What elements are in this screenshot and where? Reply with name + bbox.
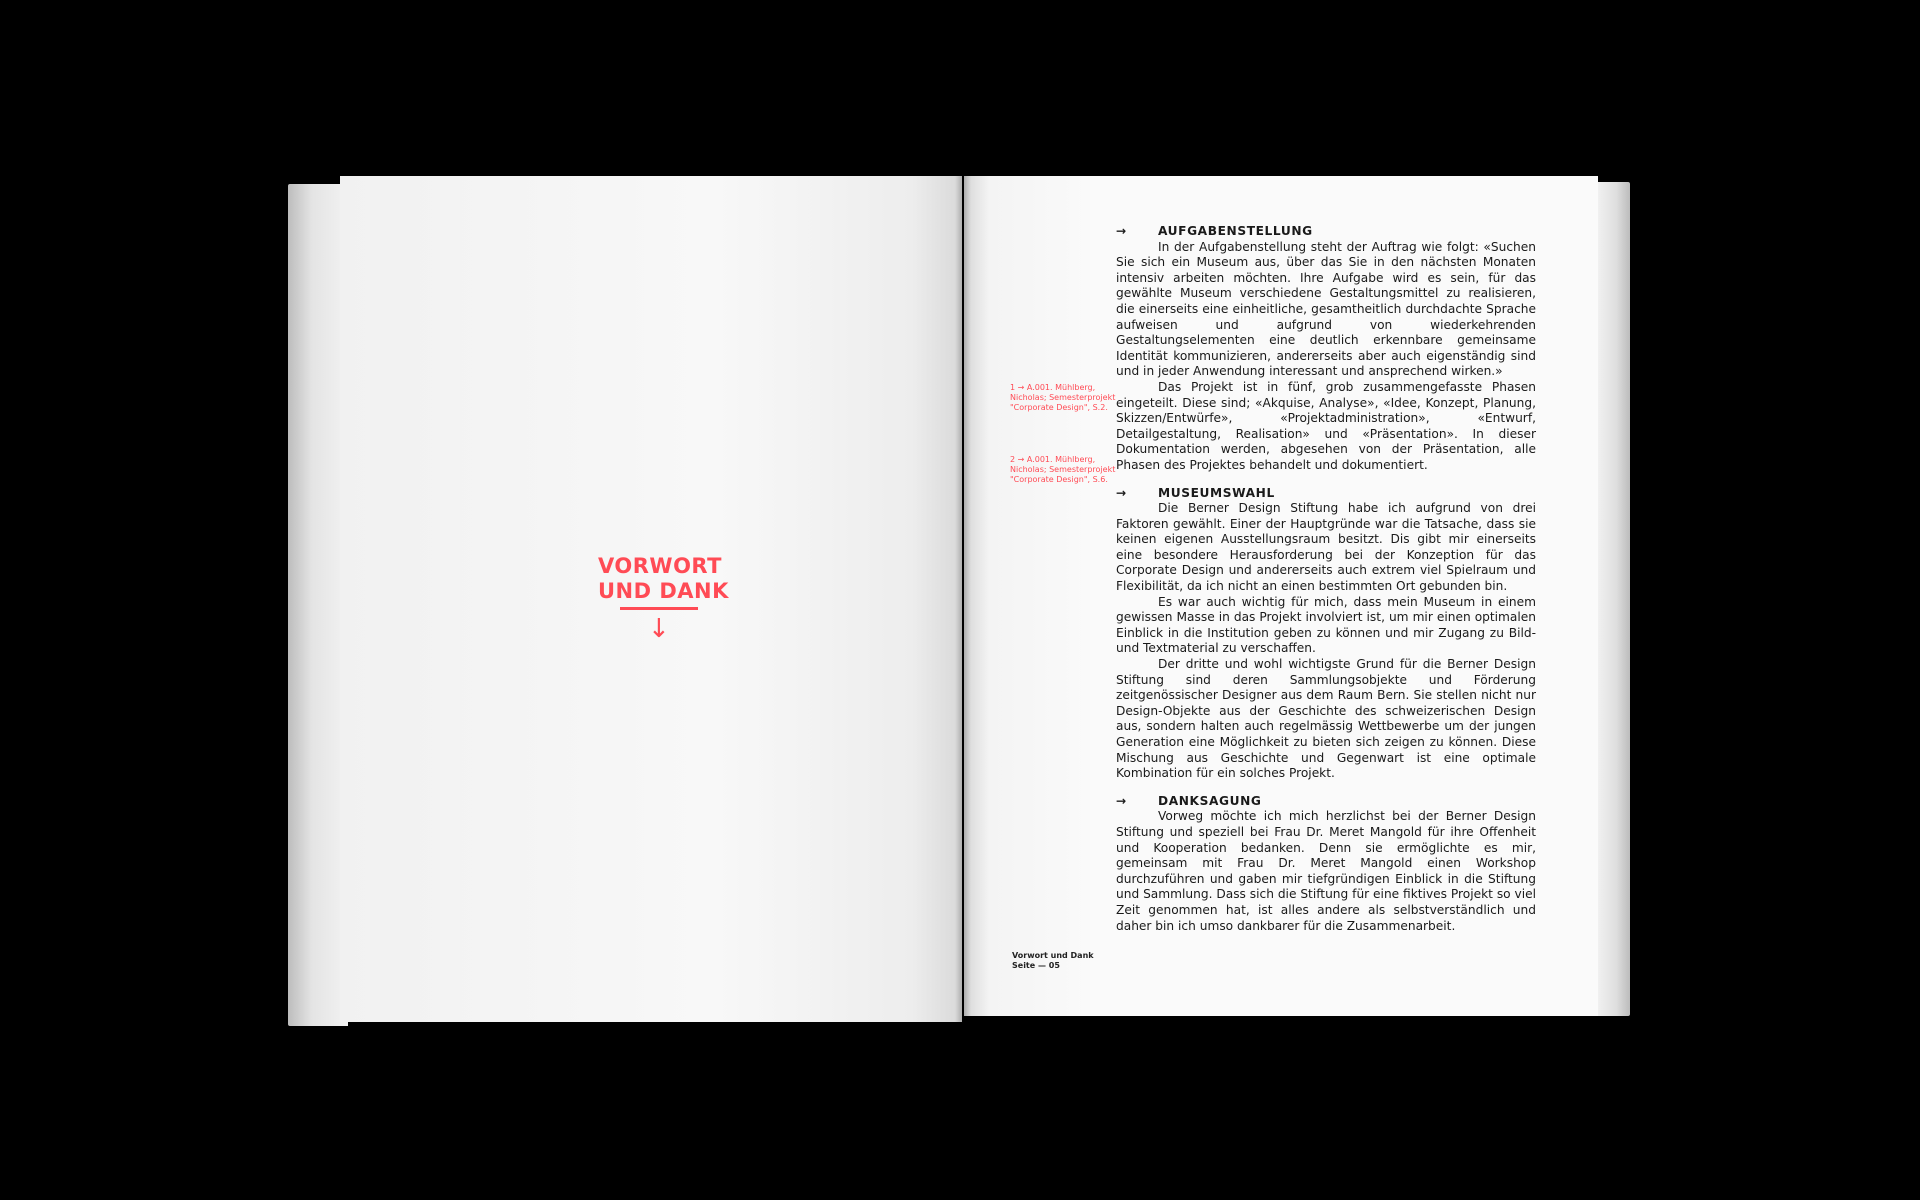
arrow-down-icon: ↓	[648, 614, 670, 644]
page-footer	[1012, 951, 1094, 971]
chapter-title-line2: UND DANK	[598, 579, 729, 603]
left-page-edges	[288, 184, 348, 1026]
paragraph: Die Berner Design Stiftung habe ich aufgrund von drei Faktoren gewählt. Einer der Hauptgründe war die Tatsache, dass sie keinen eigenen Ausstellungsraum besitzt. Dis gibt mir einerseits eine besondere Herausforderung bei der Konzeption für das Corporate Design und andererseits auch extrem viel Spielraum und Flexibilität, da ich nicht an einen bestimmten Ort gebunden bin.	[1116, 501, 1536, 594]
section-heading-museumswahl	[1116, 486, 1536, 502]
body-text	[1116, 224, 1536, 934]
paragraph: In der Aufgabenstellung steht der Auftrag wie folgt: «Suchen Sie sich ein Museum aus, über das Sie in den nächsten Monaten intensiv arbeiten möchten. Ihre Aufgabe wird es sein, für das gewählte Museum verschiedene Gestaltungsmittel zu realisieren, die einerseits eine einheitliche, gesamtheitlich durchdachte Sprache aufweisen und aufgrund von wiederkehrenden Gestaltungselementen eine deutlich erkennbare gemeinsame Identität kommunizieren, andererseits aber auch eigenständig sind und in jeder Anwendung interessant und ansprechend wirken.»	[1116, 239, 1536, 379]
footer-section: Vorwort und Dank	[1012, 951, 1094, 960]
arrow-right-icon: →	[1116, 485, 1127, 500]
footnote-2: 2 → A.001. Mühlberg, Nicholas; Semesterprojekt "Corporate Design", S.6.	[1010, 455, 1116, 484]
chapter-underline	[620, 607, 698, 610]
paragraph: Vorweg möchte ich mich herzlichst bei der Berner Design Stiftung und speziell bei Frau Dr. Meret Mangold für ihre Offenheit und Kooperation bedanken. Denn sie ermöglichte es mir, gemeinsam mit Frau Dr. Meret Mangold einen Workshop durchzuführen und gaben mir tiefgründigen Einblick in die Stiftung und Sammlung. Dass sich die Stiftung für eine fiktives Projekt so viel Zeit genommen hat, ist alles andere als selbstverständlich und daher bin ich umso dankbarer für die Zusammenarbeit.	[1116, 809, 1536, 933]
arrow-right-icon: →	[1116, 793, 1127, 808]
section-heading-label: DANKSAGUNG	[1158, 793, 1262, 808]
paragraph: Es war auch wichtig für mich, dass mein Museum in einem gewissen Masse in das Projekt involviert ist, um mir einen optimalen Einblick in die Institution geben zu können und mir Zugang zu Bild- und Textmaterial zu verschaffen.	[1116, 594, 1536, 656]
paragraph: Das Projekt ist in fünf, grob zusammengefasste Phasen eingeteilt. Diese sind; «Akquise, Analyse», «Idee, Konzept, Planung, Skizzen/Entwürfe», «Projektadministration», «Entwurf, Detailgestaltung, Realisation» und «Präsentation». In dieser Dokumentation werden, abgesehen von der Präsentation, alle Phasen des Projektes behandelt und dokumentiert.	[1116, 379, 1536, 472]
chapter-title-line1: VORWORT	[598, 554, 722, 578]
chapter-title	[598, 554, 729, 604]
section-heading-aufgabenstellung	[1116, 224, 1536, 240]
footnote-1: 1 → A.001. Mühlberg, Nicholas; Semesterprojekt "Corporate Design", S.2.	[1010, 383, 1116, 412]
section-heading-danksagung	[1116, 794, 1536, 810]
paragraph: Der dritte und wohl wichtigste Grund für die Berner Design Stiftung sind deren Sammlungsobjekte und Förderung zeitgenössischer Designer aus dem Raum Bern. Sie stellen nicht nur Design-Objekte aus der Geschichte des schweizerischen Design aus, sondern halten auch regelmässig Wettbewerbe um der jungen Generation eine Möglichkeit zu bieten sich zeigen zu können. Diese Mischung aus Geschichte und Gegenwart ist eine optimale Kombination für ein solches Projekt.	[1116, 657, 1536, 781]
right-page-edges	[1596, 182, 1630, 1016]
footer-page-number: Seite — 05	[1012, 961, 1060, 970]
book-gutter	[955, 176, 971, 1024]
section-heading-label: MUSEUMSWAHL	[1158, 485, 1275, 500]
section-heading-label: AUFGABENSTELLUNG	[1158, 224, 1313, 238]
arrow-right-icon: →	[1116, 224, 1127, 238]
footnotes	[1010, 383, 1116, 527]
